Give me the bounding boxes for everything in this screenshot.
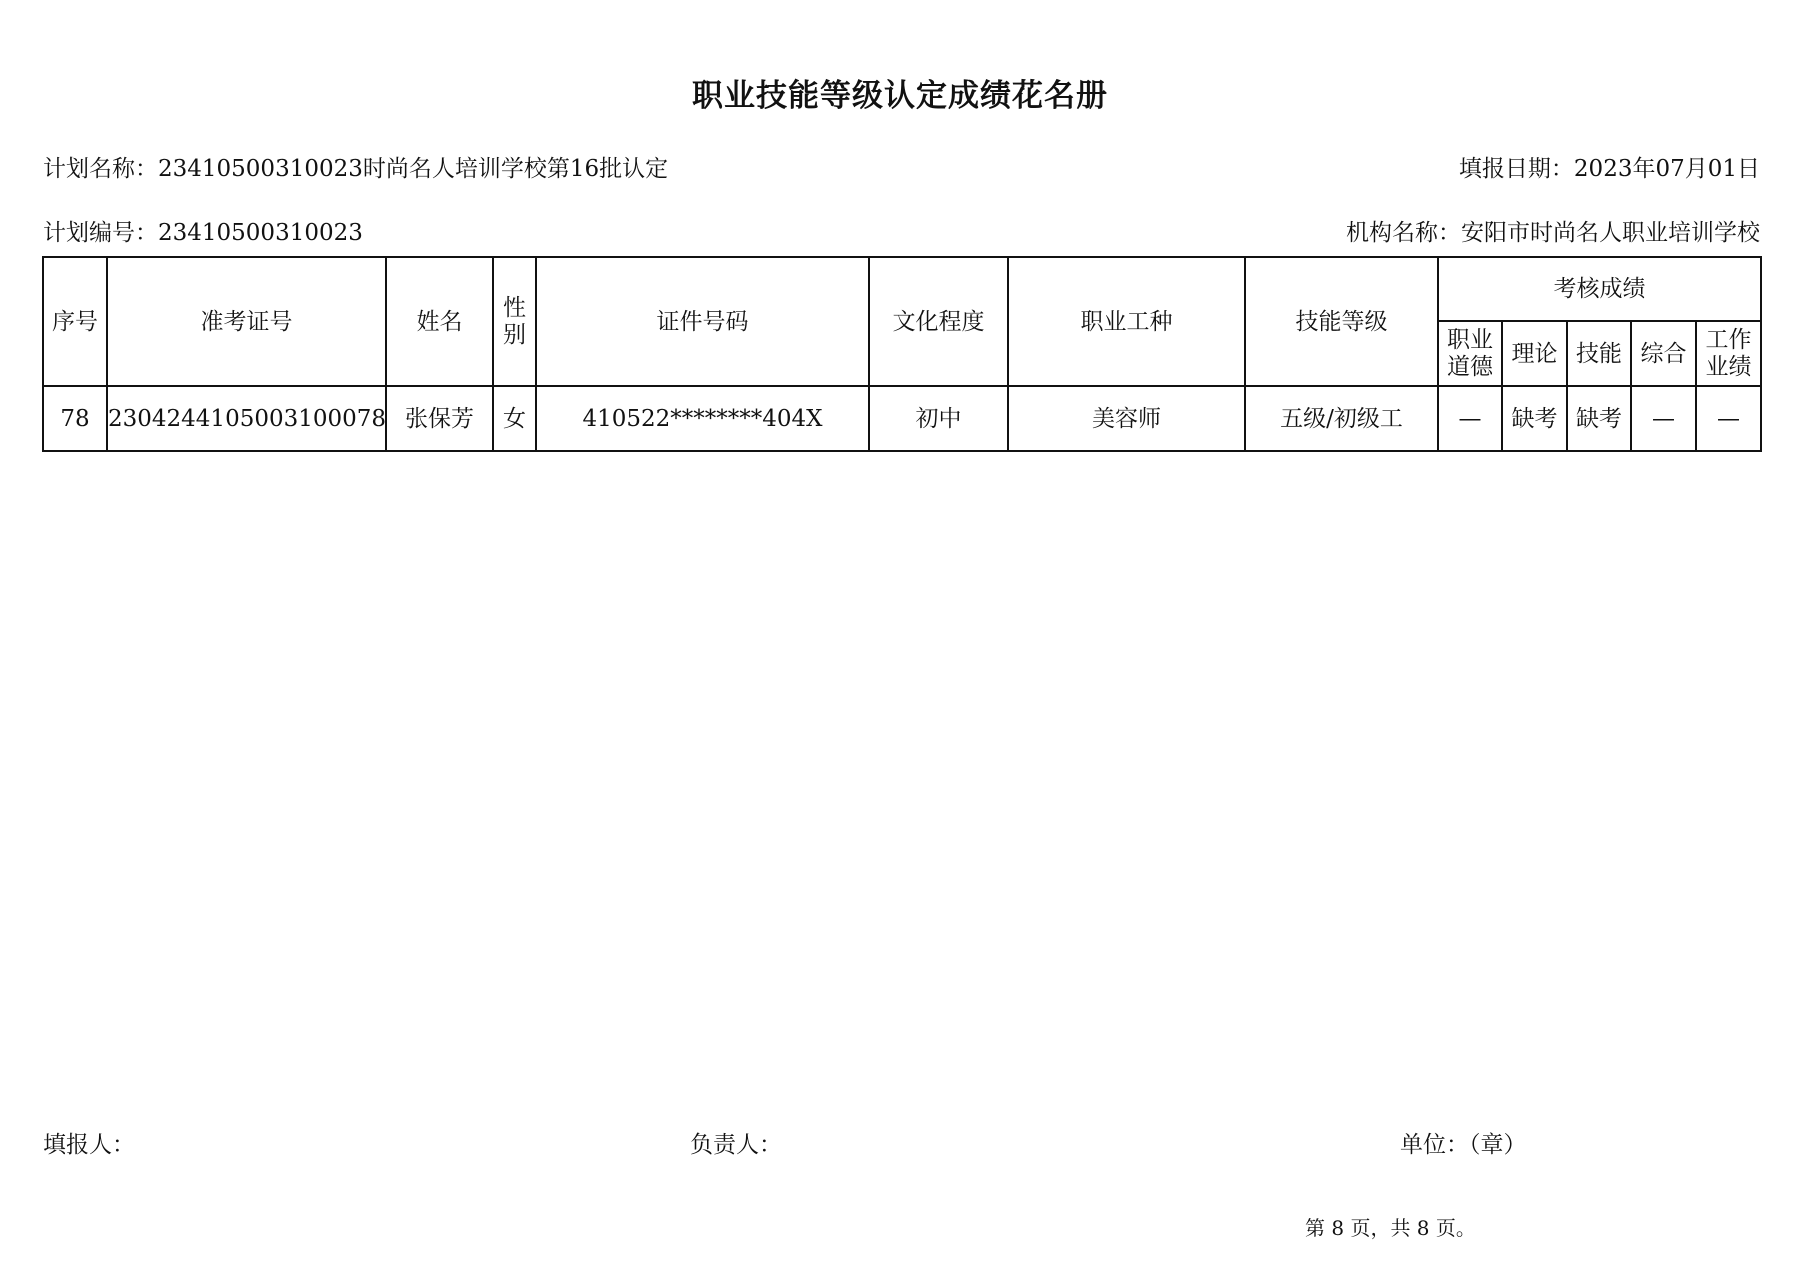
filler-label: 填报人： [43, 1132, 135, 1158]
header-seq: 序号 [43, 257, 107, 386]
header-theory: 理论 [1502, 321, 1567, 386]
header-ticket: 准考证号 [107, 257, 386, 386]
cell-occupation: 美容师 [1008, 386, 1245, 451]
header-scores-group: 考核成绩 [1438, 257, 1761, 321]
cell-skill: 缺考 [1567, 386, 1631, 451]
page-number: 第 8 页，共 8 页。 [1305, 1216, 1476, 1240]
header-ethics-label: 职业道德 [1446, 326, 1493, 380]
report-date-label: 填报日期： [1458, 156, 1574, 182]
responsible-label: 负责人： [690, 1132, 782, 1158]
header-gender [493, 257, 536, 386]
cell-work: — [1696, 386, 1761, 451]
plan-name [43, 150, 668, 183]
header-skill: 技能 [1567, 321, 1631, 386]
org-name [1346, 214, 1760, 247]
unit-seal-label: 单位：（章） [1400, 1132, 1527, 1158]
plan-code-label: 计划编号： [43, 220, 158, 246]
plan-code-value: 23410500310023 [158, 220, 363, 246]
page-title: 职业技能等级认定成绩花名册 [692, 78, 1108, 114]
cell-id: 410522********404X [536, 386, 869, 451]
cell-name: 张保芳 [386, 386, 493, 451]
report-date [1459, 150, 1760, 183]
org-name-label: 机构名称： [1346, 220, 1461, 246]
plan-name-value: 23410500310023时尚名人培训学校第16批认定 [158, 156, 669, 182]
cell-level: 五级/初级工 [1245, 386, 1438, 451]
header-education: 文化程度 [869, 257, 1008, 386]
cell-education: 初中 [869, 386, 1008, 451]
header-name: 姓名 [386, 257, 493, 386]
cell-ticket: 2304244105003100078 [107, 386, 386, 451]
report-date-value: 2023年07月01日 [1573, 156, 1760, 182]
header-id: 证件号码 [536, 257, 869, 386]
plan-code [43, 214, 363, 247]
cell-seq: 78 [43, 386, 107, 451]
cell-ethics: — [1438, 386, 1502, 451]
score-roster-table [42, 256, 1762, 452]
header-work [1696, 321, 1761, 386]
header-gender-label: 性别 [502, 294, 526, 348]
cell-comprehensive: — [1631, 386, 1696, 451]
header-level: 技能等级 [1245, 257, 1438, 386]
plan-name-label: 计划名称： [43, 156, 158, 182]
cell-theory: 缺考 [1502, 386, 1567, 451]
header-work-label: 工作业绩 [1705, 326, 1752, 380]
header-occupation: 职业工种 [1008, 257, 1245, 386]
org-name-value: 安阳市时尚名人职业培训学校 [1461, 220, 1760, 246]
table-row [43, 386, 1761, 451]
header-ethics [1438, 321, 1502, 386]
cell-gender: 女 [493, 386, 536, 451]
header-comprehensive: 综合 [1631, 321, 1696, 386]
